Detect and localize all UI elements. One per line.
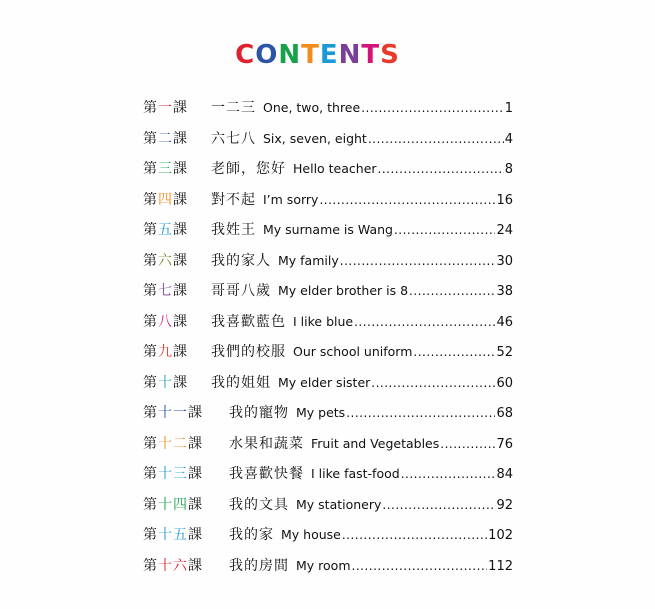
lesson-prefix: 第 xyxy=(143,100,158,116)
page-number: 4 xyxy=(504,131,513,147)
lesson-title-chinese: 我姓王 xyxy=(211,222,256,238)
toc-entry[interactable] xyxy=(143,215,513,246)
lesson-numeral: 十四 xyxy=(158,496,188,513)
lesson-number xyxy=(143,246,211,277)
lesson-numeral: 九 xyxy=(158,344,173,360)
lesson-title-english: One, two, three xyxy=(263,100,361,115)
page-number: 60 xyxy=(496,375,513,391)
lesson-numeral: 十六 xyxy=(158,557,188,574)
toc-entry[interactable] xyxy=(143,246,513,277)
title-letter: T xyxy=(301,40,320,70)
title-letter: C xyxy=(235,40,256,70)
page-number: 16 xyxy=(496,192,513,208)
lesson-prefix: 第 xyxy=(143,557,158,574)
page-number: 102 xyxy=(488,528,513,543)
lesson-number xyxy=(143,337,211,368)
dot-leader xyxy=(394,215,495,246)
lesson-numeral: 十五 xyxy=(158,527,188,543)
lesson-title-chinese: 六七八 xyxy=(211,130,256,147)
dot-leader xyxy=(352,551,488,582)
lesson-title-english: Our school uniform xyxy=(293,344,413,359)
lesson-title-chinese: 我喜歡藍色 xyxy=(211,313,286,330)
lesson-prefix: 第 xyxy=(143,161,158,177)
toc-entry[interactable] xyxy=(143,551,513,582)
title-letter: S xyxy=(380,40,400,70)
lesson-suffix: 課 xyxy=(173,191,188,208)
lesson-suffix: 課 xyxy=(173,130,188,147)
lesson-suffix: 課 xyxy=(173,100,188,116)
lesson-numeral: 十 xyxy=(158,374,173,391)
lesson-prefix: 第 xyxy=(143,313,158,330)
lesson-prefix: 第 xyxy=(143,527,158,543)
lesson-title-english: My house xyxy=(281,527,341,542)
dot-leader xyxy=(382,490,495,521)
page-number: 92 xyxy=(496,497,513,513)
lesson-suffix: 課 xyxy=(188,405,203,421)
toc-entry[interactable] xyxy=(143,185,513,216)
lesson-numeral: 三 xyxy=(158,161,173,177)
lesson-number xyxy=(143,276,211,307)
lesson-title-english: I like fast-food xyxy=(311,466,400,481)
lesson-title-english: My elder sister xyxy=(278,374,371,390)
toc-entry[interactable] xyxy=(143,398,513,429)
title-letter: N xyxy=(338,40,362,70)
lesson-prefix: 第 xyxy=(143,252,158,269)
lesson-numeral: 五 xyxy=(158,222,173,238)
lesson-number xyxy=(143,490,229,521)
contents-title xyxy=(0,40,635,70)
lesson-number xyxy=(143,124,211,155)
lesson-suffix: 課 xyxy=(173,161,188,177)
lesson-title-chinese: 老師，您好 xyxy=(211,161,286,177)
lesson-numeral: 八 xyxy=(158,313,173,330)
dot-leader xyxy=(319,185,495,216)
lesson-number xyxy=(143,551,229,582)
lesson-numeral: 一 xyxy=(158,100,173,116)
lesson-title-chinese: 我的家人 xyxy=(211,252,271,269)
lesson-title-chinese: 我的房間 xyxy=(229,557,289,574)
dot-leader xyxy=(342,520,487,551)
lesson-numeral: 二 xyxy=(158,130,173,147)
page-number: 46 xyxy=(496,314,513,330)
page-number: 112 xyxy=(488,558,513,574)
lesson-title-chinese: 對不起 xyxy=(211,191,256,208)
lesson-title-english: My surname is Wang xyxy=(263,222,393,237)
page-number: 52 xyxy=(496,345,513,360)
toc-entry[interactable] xyxy=(143,520,513,551)
lesson-suffix: 課 xyxy=(188,557,203,574)
lesson-title-english: My elder brother is 8 xyxy=(278,283,409,298)
lesson-number xyxy=(143,398,229,429)
dot-leader xyxy=(361,93,504,124)
lesson-prefix: 第 xyxy=(143,405,158,421)
toc-entry[interactable] xyxy=(143,459,513,490)
lesson-suffix: 課 xyxy=(173,344,188,360)
dot-leader xyxy=(378,154,504,185)
lesson-number xyxy=(143,459,229,490)
lesson-title-chinese: 我的文具 xyxy=(229,496,289,513)
lesson-prefix: 第 xyxy=(143,435,158,452)
toc-entry[interactable] xyxy=(143,368,513,399)
lesson-title-chinese: 我的姐姐 xyxy=(211,374,271,391)
lesson-title-chinese: 一二三 xyxy=(211,100,256,116)
lesson-title-english: My family xyxy=(278,252,339,268)
title-letter: T xyxy=(361,40,381,70)
lesson-suffix: 課 xyxy=(173,252,188,269)
toc-entry[interactable] xyxy=(143,429,513,460)
lesson-title-chinese: 我的寵物 xyxy=(229,405,289,421)
lesson-title-chinese: 水果和蔬菜 xyxy=(229,435,304,452)
toc-entry[interactable] xyxy=(143,93,513,124)
toc-entry[interactable] xyxy=(143,337,513,368)
lesson-title-english: Fruit and Vegetables xyxy=(311,435,440,451)
toc-entry[interactable] xyxy=(143,154,513,185)
lesson-number xyxy=(143,93,211,124)
toc-entry[interactable] xyxy=(143,276,513,307)
lesson-suffix: 課 xyxy=(188,466,203,482)
lesson-title-english: Six, seven, eight xyxy=(263,130,367,146)
lesson-number xyxy=(143,429,229,460)
lesson-title-english: My stationery xyxy=(296,496,382,512)
lesson-suffix: 課 xyxy=(188,527,203,543)
dot-leader xyxy=(368,124,504,155)
dot-leader xyxy=(440,429,495,460)
lesson-suffix: 課 xyxy=(188,435,203,452)
dot-leader xyxy=(354,307,495,338)
lesson-suffix: 課 xyxy=(173,313,188,330)
lesson-title-chinese: 我喜歡快餐 xyxy=(229,466,304,482)
lesson-title-chinese: 我的家 xyxy=(229,527,274,543)
lesson-title-english: I like blue xyxy=(293,313,354,329)
page-number: 24 xyxy=(496,223,513,238)
lesson-prefix: 第 xyxy=(143,374,158,391)
dot-leader xyxy=(346,398,495,429)
lesson-prefix: 第 xyxy=(143,191,158,208)
title-letter: E xyxy=(319,40,339,70)
dot-leader xyxy=(409,276,495,307)
lesson-title-chinese: 我們的校服 xyxy=(211,344,286,360)
page-number: 8 xyxy=(504,162,513,177)
lesson-numeral: 七 xyxy=(158,283,173,299)
lesson-prefix: 第 xyxy=(143,496,158,513)
lesson-title-english: My room xyxy=(296,557,351,573)
lesson-suffix: 課 xyxy=(173,222,188,238)
lesson-numeral: 六 xyxy=(158,252,173,269)
lesson-suffix: 課 xyxy=(173,283,188,299)
lesson-numeral: 四 xyxy=(158,191,173,208)
lesson-numeral: 十一 xyxy=(158,405,188,421)
toc-entry[interactable] xyxy=(143,307,513,338)
page-number: 1 xyxy=(504,101,513,116)
toc-entry[interactable] xyxy=(143,124,513,155)
title-letter: N xyxy=(278,40,302,70)
page-number: 76 xyxy=(496,436,513,452)
page-number: 68 xyxy=(496,406,513,421)
lesson-prefix: 第 xyxy=(143,344,158,360)
dot-leader xyxy=(371,368,495,399)
lesson-number xyxy=(143,307,211,338)
page-number: 38 xyxy=(496,284,513,299)
lesson-suffix: 課 xyxy=(173,374,188,391)
title-letter: O xyxy=(255,40,279,70)
page-number: 84 xyxy=(496,467,513,482)
lesson-prefix: 第 xyxy=(143,466,158,482)
dot-leader xyxy=(401,459,496,490)
lesson-title-english: Hello teacher xyxy=(293,161,377,176)
lesson-number xyxy=(143,368,211,399)
contents-list xyxy=(143,93,513,581)
lesson-number xyxy=(143,154,211,185)
lesson-title-english: I’m sorry xyxy=(263,191,319,207)
lesson-prefix: 第 xyxy=(143,283,158,299)
lesson-suffix: 課 xyxy=(188,496,203,513)
lesson-title-english: My pets xyxy=(296,405,346,420)
lesson-numeral: 十三 xyxy=(158,466,188,482)
lesson-prefix: 第 xyxy=(143,222,158,238)
toc-entry[interactable] xyxy=(143,490,513,521)
page-number: 30 xyxy=(496,253,513,269)
dot-leader xyxy=(340,246,496,277)
lesson-number xyxy=(143,185,211,216)
lesson-number xyxy=(143,215,211,246)
dot-leader xyxy=(413,337,495,368)
lesson-numeral: 十二 xyxy=(158,435,188,452)
lesson-title-chinese: 哥哥八歲 xyxy=(211,283,271,299)
lesson-number xyxy=(143,520,229,551)
lesson-prefix: 第 xyxy=(143,130,158,147)
